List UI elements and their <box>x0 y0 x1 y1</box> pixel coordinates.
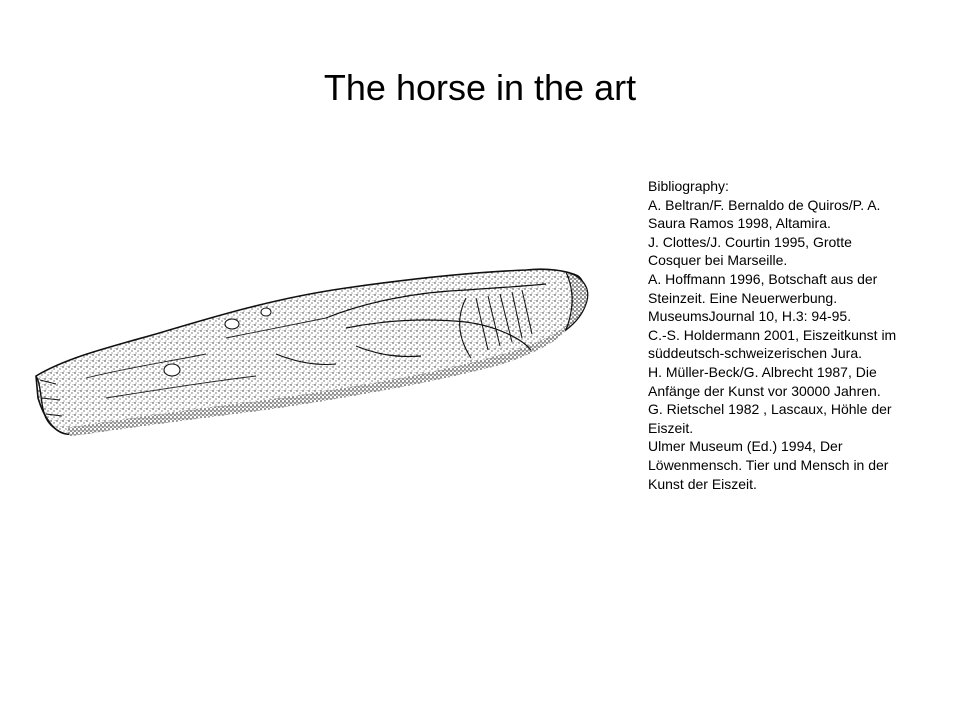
bone-outline <box>36 269 584 434</box>
bibliography-line: C.-S. Holdermann 2001, Eiszeitkunst im <box>648 326 897 343</box>
bibliography-line: Steinzeit. Eine Neuerwerbung. <box>648 289 838 306</box>
bibliography-line: MuseumsJournal 10, H.3: 94-95. <box>648 308 852 325</box>
bibliography-line: A. Beltran/F. Bernaldo de Quiros/P. A. <box>648 196 881 213</box>
bibliography-line: Cosquer bei Marseille. <box>648 252 788 269</box>
bibliography-line: Saura Ramos 1998, Altamira. <box>648 215 831 232</box>
bibliography-heading: Bibliography: <box>648 178 729 194</box>
bibliography-line: J. Clottes/J. Courtin 1995, Grotte <box>648 233 852 250</box>
bibliography-line: Ulmer Museum (Ed.) 1994, Der <box>648 438 843 455</box>
slide-title: The horse in the art <box>323 67 637 108</box>
bibliography-line: Anfänge der Kunst vor 30000 Jahren. <box>648 382 881 399</box>
bibliography-line: süddeutsch-schweizerischen Jura. <box>648 345 862 362</box>
bibliography-line: G. Rietschel 1982 , Lascaux, Höhle der <box>648 401 892 418</box>
bibliography-line: Eiszeit. <box>648 419 694 436</box>
bibliography <box>648 177 944 493</box>
bibliography-line: Löwenmensch. Tier und Mensch in der <box>648 456 889 473</box>
engraved-bone-drawing <box>26 258 596 448</box>
bibliography-line: Kunst der Eiszeit. <box>648 475 757 492</box>
bibliography-line: A. Hoffmann 1996, Botschaft aus der <box>648 270 878 287</box>
bibliography-line: H. Müller-Beck/G. Albrecht 1987, Die <box>648 363 877 380</box>
